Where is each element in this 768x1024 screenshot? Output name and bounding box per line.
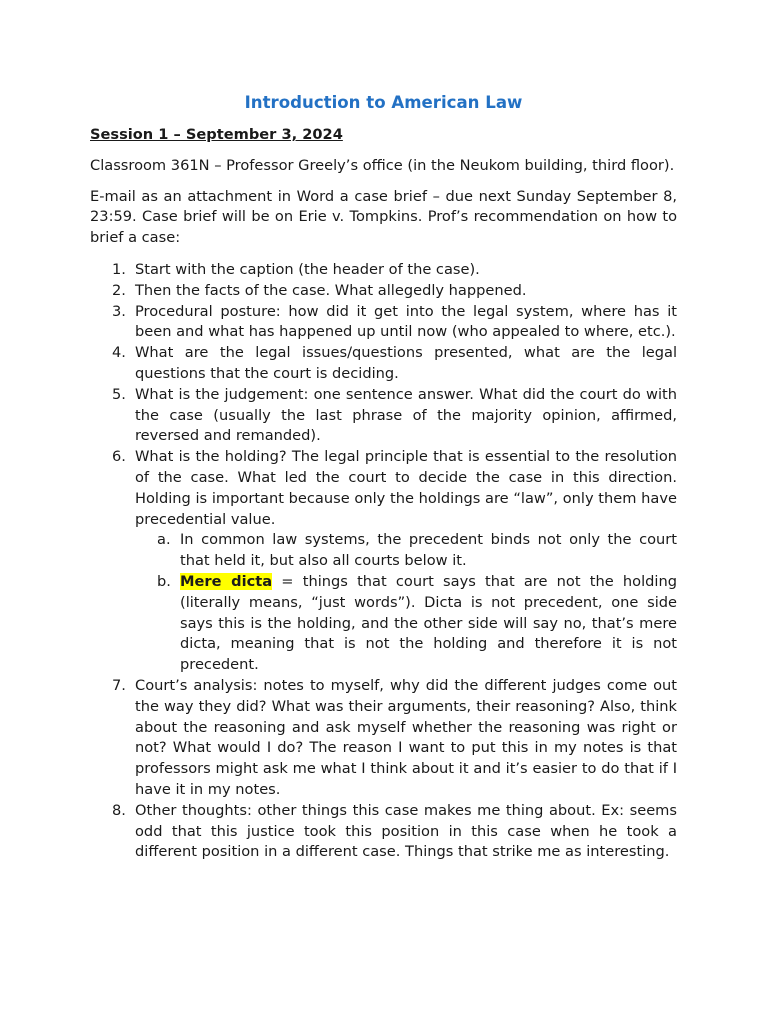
list-item [90,385,677,447]
list-number: 3. [112,302,126,320]
assignment-paragraph: E-mail as an attachment in Word a case brief – due next Sunday September 8, 23:59. Case brief will be on Erie v. Tompkins. Prof’s recommendation on how to brief a case: [90,187,677,247]
list-number: 1. [112,260,126,278]
list-number: 4. [112,344,126,362]
document-title: Introduction to American Law [244,93,523,112]
list-item-text: Then the facts of the case. What allegedly happened. [135,281,527,299]
list-number: 8. [112,801,126,819]
list-item-text: Other thoughts: other things this case makes me thing about. Ex: seems odd that this justice took this position in this case when he took a different position in a different case. Things that strike me as interesting. [135,801,677,861]
list-item-text: What is the holding? The legal principle that is essential to the resolution of the case. What led the court to decide the case in this direction. Holding is important because only the holdings are “law”, only them have precedential value. [135,448,677,528]
list-item [90,343,677,385]
case-brief-steps-list [90,260,677,863]
list-item-text: Start with the caption (the header of the case). [135,260,480,278]
sub-list-item [135,572,677,676]
sub-list-item-text: = things that court says that are not the holding (literally means, “just words”). Dicta is not precedent, one side says this is the holding, and the other side will say no, that’s mere dicta, meaning that is not the holding and therefore it is not precedent. [180,572,677,674]
list-item [90,281,677,302]
list-item-text: Procedural posture: how did it get into the legal system, where has it been and what has happened up until now (who appealed to where, etc.). [135,302,677,341]
sub-list-item-text: In common law systems, the precedent binds not only the court that held it, but also all courts below it. [180,531,677,570]
list-number: 5. [112,385,126,403]
sub-list-letter: b. [157,572,171,590]
mere-dicta-highlight: Mere dicta [180,572,273,590]
list-item-text: What is the judgement: one sentence answer. What did the court do with the case (usually the last phrase of the majority opinion, affirmed, reversed and remanded). [135,385,677,445]
list-item [90,260,677,281]
list-number: 7. [112,676,126,694]
list-item-text: What are the legal issues/questions presented, what are the legal questions that the court is deciding. [135,344,677,382]
session-heading: Session 1 – September 3, 2024 [90,126,343,143]
holding-sub-list [135,530,677,676]
sub-list-item [135,530,677,572]
classroom-paragraph: Classroom 361N – Professor Greely’s office (in the Neukom building, third floor). [90,156,675,174]
sub-list-letter: a. [157,531,171,549]
list-item [90,801,677,863]
list-item [90,676,677,801]
list-item [90,302,677,344]
list-item-text: Court’s analysis: notes to myself, why did the different judges come out the way they did? What was their arguments, their reasoning? Also, think about the reasoning and ask myself whether the reasoning was right or not? What would I do? The reason I want to put this in my notes is that professors might ask me what I think about it and it’s easier to do that if I have it in my notes. [135,676,677,798]
list-number: 2. [112,281,126,299]
document-page [90,92,677,863]
list-item [90,447,677,676]
list-number: 6. [112,448,126,466]
